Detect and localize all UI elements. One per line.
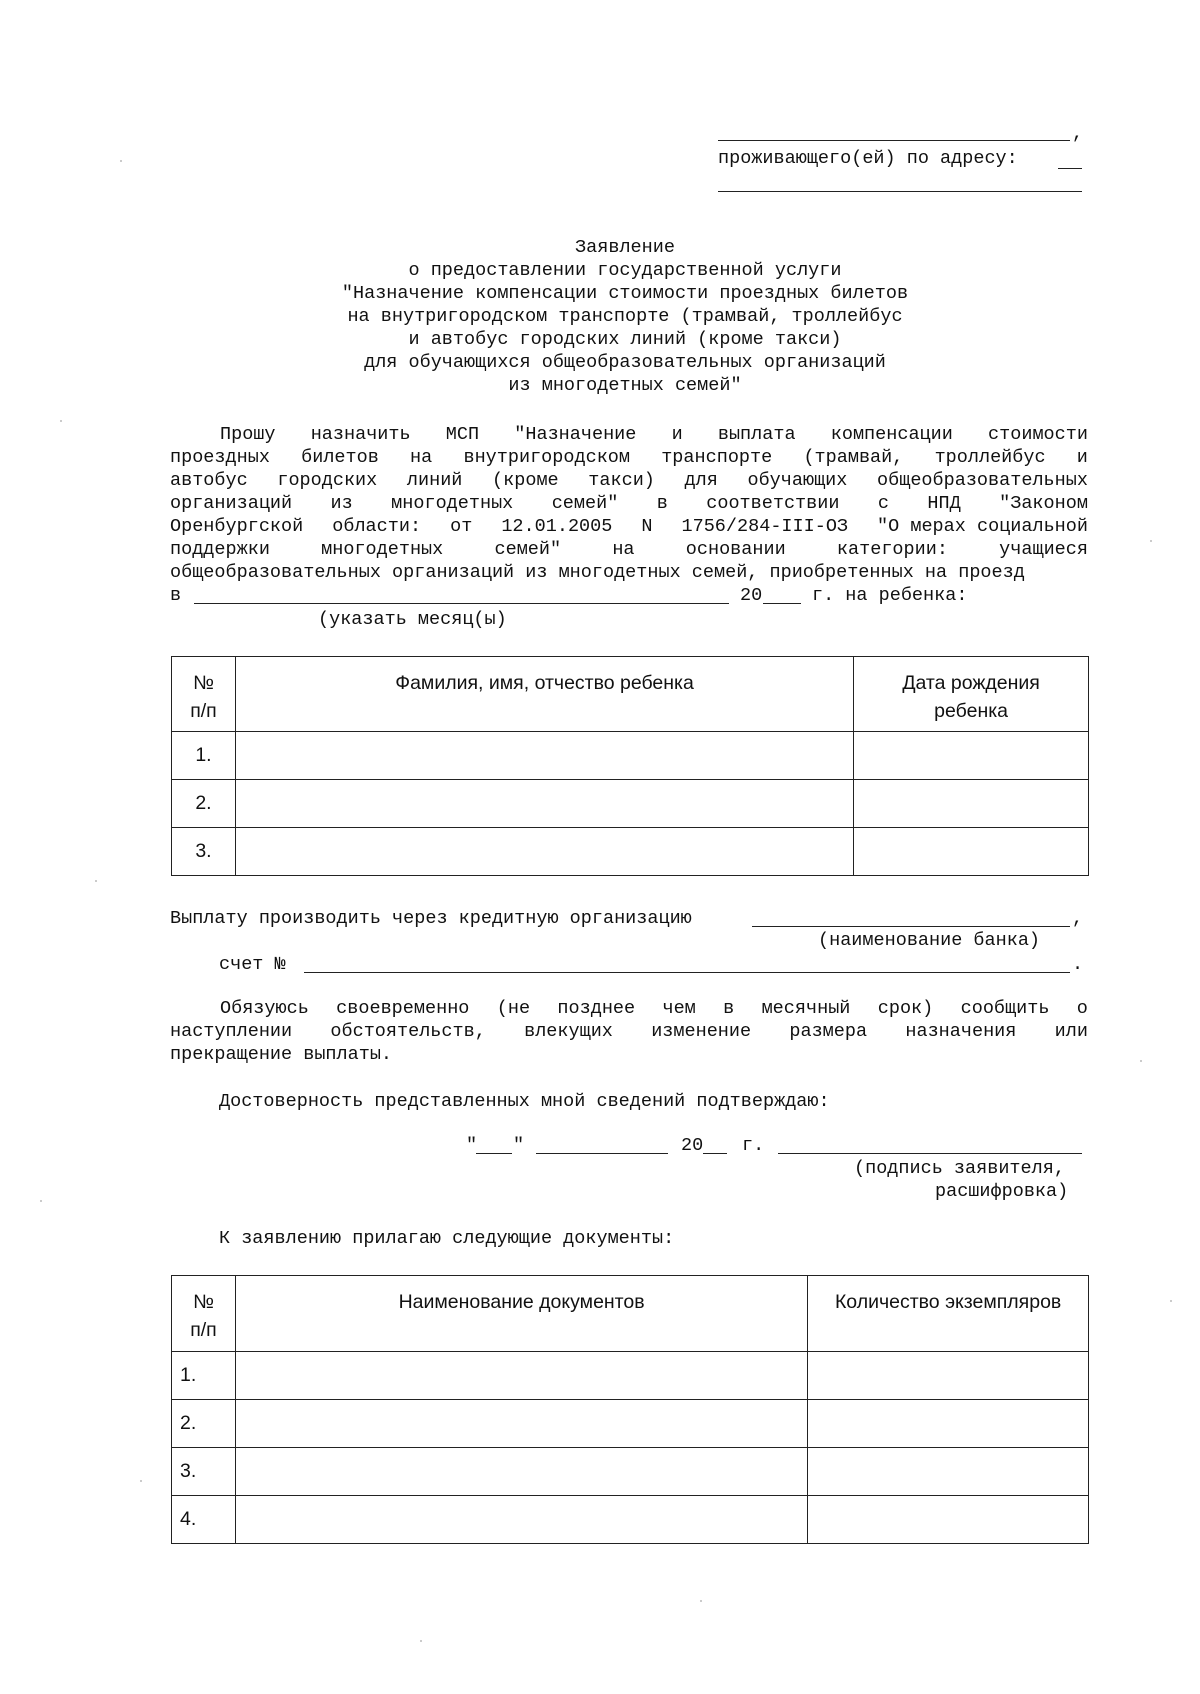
obligation-row: прекращение выплаты.: [170, 1044, 393, 1065]
request-row: проездных билетов на внутригородском транспорте (трамвай, троллейбус и: [170, 447, 1088, 468]
title-line: из многодетных семей": [508, 375, 742, 396]
obligation-row: Обязуюсь своевременно (не позднее чем в месячный срок) сообщить о: [220, 998, 1088, 1019]
confirm-text: Достоверность представленных мной сведений подтверждаю:: [219, 1091, 830, 1112]
child-name-cell[interactable]: [235, 780, 853, 828]
bank-hint: (наименование банка): [818, 930, 1041, 951]
period: .: [1072, 954, 1084, 975]
sign-hint-1: (подпись заявителя,: [854, 1158, 1065, 1179]
children-table-header: [172, 657, 1089, 732]
request-row: Оренбургской области: от 12.01.2005 N 1756/284-III-ОЗ "О мерах социальной: [170, 516, 1088, 537]
title-line: и автобус городских линий (кроме такси): [408, 329, 842, 350]
scan-speck: [140, 1480, 142, 1482]
for-child-text: г. на ребенка:: [812, 585, 968, 606]
obligation-paragraph: [170, 997, 1088, 1066]
sign-hint-2: расшифровка): [935, 1181, 1069, 1202]
scan-speck: [1150, 540, 1152, 542]
doc-name-cell[interactable]: [235, 1496, 807, 1544]
obligation-row: наступлении обстоятельств, влекущих изменение размера назначения или: [170, 1021, 1088, 1042]
row-number: 3.: [172, 828, 236, 876]
table-row: [172, 732, 1089, 780]
child-name-cell[interactable]: [235, 732, 853, 780]
month-hint: (указать месяц(ы): [318, 609, 507, 630]
request-row: поддержки многодетных семей" на основании категории: учащиеся: [170, 539, 1088, 560]
account-label: счет №: [219, 954, 286, 975]
row-number: 3.: [172, 1448, 236, 1496]
title-line: на внутригородском транспорте (трамвай, троллейбус: [347, 306, 903, 327]
title-line: о предоставлении государственной услуги: [408, 260, 842, 281]
doc-count-cell[interactable]: [808, 1400, 1089, 1448]
doc-count-cell[interactable]: [808, 1496, 1089, 1544]
quote-close: ": [513, 1135, 525, 1156]
table-row: [172, 1496, 1089, 1544]
doc-name-cell[interactable]: [235, 1352, 807, 1400]
row-number: 2.: [172, 1400, 236, 1448]
row-number: 1.: [172, 1352, 236, 1400]
account-line[interactable]: [304, 972, 1070, 973]
title-line: Заявление: [575, 237, 675, 258]
col-num-header: № п/п: [172, 657, 236, 732]
address-line-short[interactable]: [1058, 168, 1082, 169]
request-row: Прошу назначить МСП "Назначение и выплата компенсации стоимости: [220, 424, 1088, 445]
confirm-year-suffix: г.: [742, 1135, 765, 1156]
confirm-year-prefix: 20: [681, 1135, 704, 1156]
doc-count-cell[interactable]: [808, 1448, 1089, 1496]
child-name-cell[interactable]: [235, 828, 853, 876]
scan-speck: [700, 1600, 702, 1602]
col-count-header: Количество экземпляров: [808, 1276, 1089, 1352]
scan-speck: [40, 1200, 42, 1202]
year-line[interactable]: [763, 603, 801, 604]
address-line[interactable]: [718, 191, 1082, 192]
request-row: организаций из многодетных семей" в соответствии с НПД "Законом: [170, 493, 1088, 514]
table-row: [172, 1352, 1089, 1400]
row-number: 2.: [172, 780, 236, 828]
child-birth-cell[interactable]: [854, 828, 1089, 876]
signature-line[interactable]: [778, 1153, 1082, 1154]
document-title: [200, 236, 1050, 397]
bank-line[interactable]: [752, 926, 1070, 927]
comma: ,: [1072, 908, 1084, 929]
row-number: 1.: [172, 732, 236, 780]
scan-speck: [60, 420, 62, 422]
child-birth-cell[interactable]: [854, 732, 1089, 780]
payment-label: Выплату производить через кредитную организацию: [170, 908, 692, 929]
address-label: проживающего(ей) по адресу:: [718, 148, 1018, 169]
scan-speck: [420, 1640, 422, 1642]
title-line: "Назначение компенсации стоимости проездных билетов: [341, 283, 909, 304]
scan-speck: [1140, 1060, 1142, 1062]
in-prefix: в: [170, 585, 182, 606]
documents-table-header: [172, 1276, 1089, 1352]
table-row: [172, 1448, 1089, 1496]
col-doc-name-header: Наименование документов: [235, 1276, 807, 1352]
comma: ,: [1072, 123, 1084, 144]
doc-count-cell[interactable]: [808, 1352, 1089, 1400]
doc-name-cell[interactable]: [235, 1448, 807, 1496]
month-name-line[interactable]: [536, 1153, 668, 1154]
attachments-intro: К заявлению прилагаю следующие документы:: [219, 1228, 675, 1249]
applicant-name-line[interactable]: [718, 140, 1070, 141]
scan-speck: [120, 160, 122, 162]
scan-speck: [95, 880, 97, 882]
confirm-year-line[interactable]: [703, 1153, 727, 1154]
year-prefix: 20: [740, 585, 763, 606]
month-line[interactable]: [194, 603, 729, 604]
title-line: для обучающихся общеобразовательных организаций: [364, 352, 886, 373]
col-birth-header: Дата рождения ребенка: [854, 657, 1089, 732]
child-birth-cell[interactable]: [854, 780, 1089, 828]
documents-table: [171, 1275, 1089, 1544]
request-row: общеобразовательных организаций из многодетных семей, приобретенных на проезд: [170, 562, 1025, 583]
request-row: автобус городских линий (кроме такси) для обучающих общеобразовательных: [170, 470, 1088, 491]
quote-open: ": [466, 1135, 478, 1156]
request-paragraph: [170, 423, 1088, 584]
table-row: [172, 828, 1089, 876]
day-line[interactable]: [476, 1153, 512, 1154]
row-number: 4.: [172, 1496, 236, 1544]
table-row: [172, 780, 1089, 828]
col-num-header: № п/п: [172, 1276, 236, 1352]
col-name-header: Фамилия, имя, отчество ребенка: [235, 657, 853, 732]
scan-speck: [1170, 1300, 1172, 1302]
children-table: [171, 656, 1089, 876]
table-row: [172, 1400, 1089, 1448]
doc-name-cell[interactable]: [235, 1400, 807, 1448]
